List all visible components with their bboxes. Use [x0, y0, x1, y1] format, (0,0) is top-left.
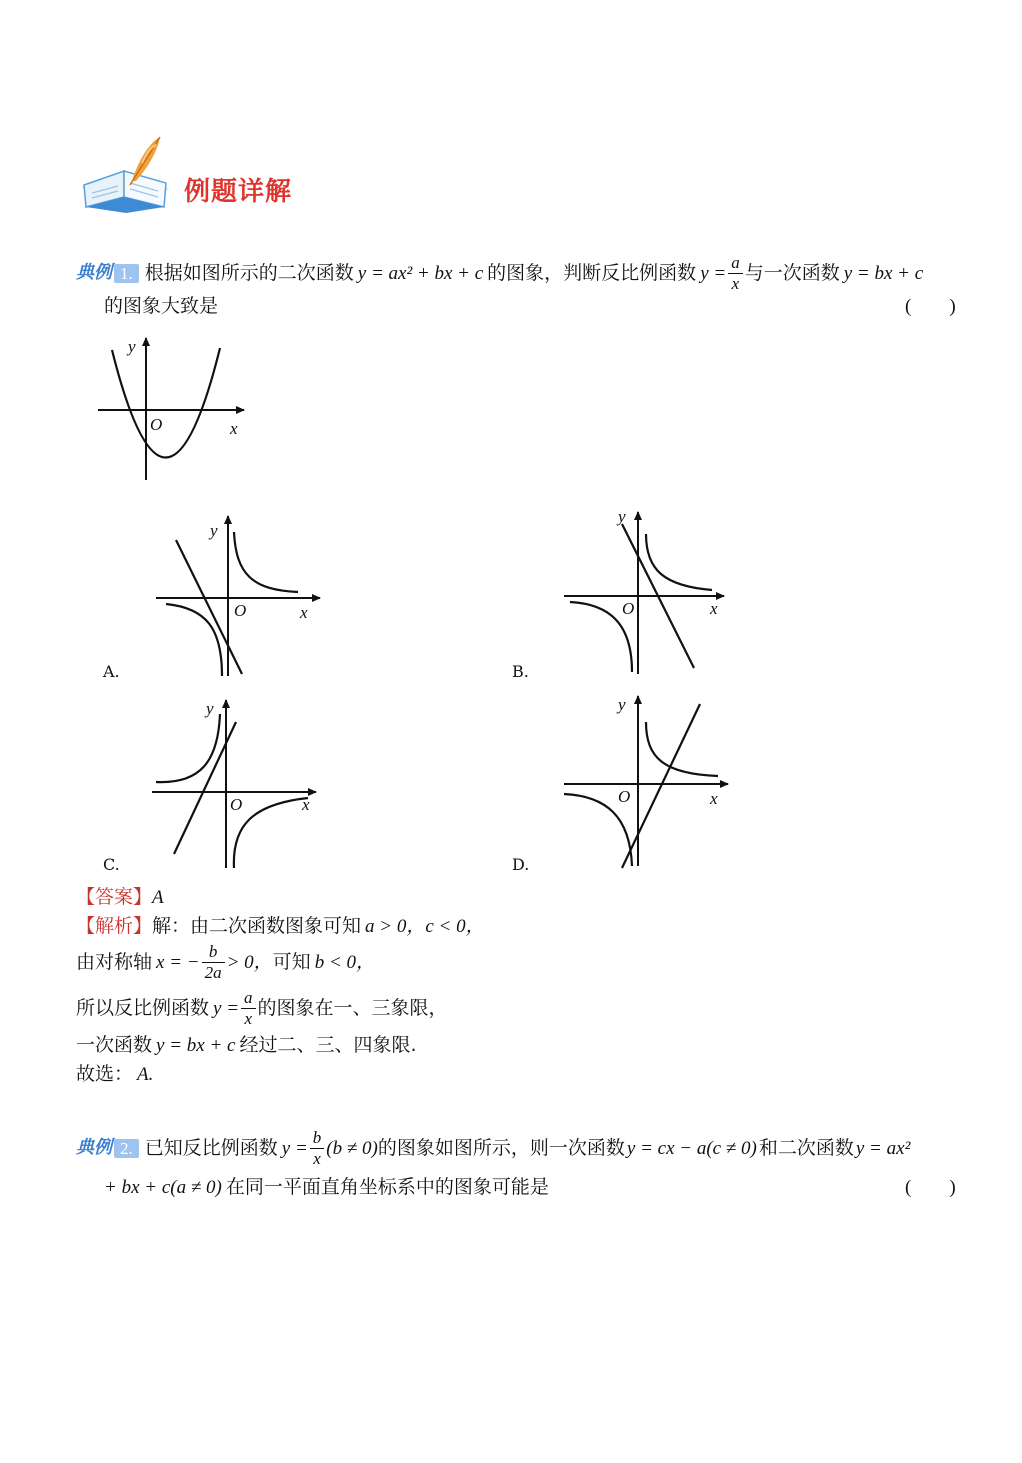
stem-text: 和二次函数	[758, 1136, 854, 1159]
option-a-graph	[150, 512, 330, 682]
analysis-tag: 【解析】	[76, 915, 153, 937]
linear-expression: y = bx + c	[843, 262, 924, 284]
linear-expression: y = cx − a(c ≠ 0)	[626, 1137, 757, 1159]
analysis-line5	[76, 1065, 153, 1084]
option-c-label[interactable]: C.	[103, 855, 120, 874]
analysis-text: 可知	[272, 950, 311, 973]
analysis-math: y =	[213, 997, 240, 1019]
stem-text: 的图象如图所示，则一次函数	[377, 1136, 625, 1159]
origin-label: O	[230, 795, 243, 814]
analysis-line3	[76, 988, 448, 1028]
answer-line	[76, 888, 164, 907]
option-d-label[interactable]: D.	[512, 855, 530, 874]
inverse-fraction	[310, 1129, 325, 1168]
analysis-text: 一次函数	[76, 1034, 153, 1056]
answer-paren: ( )	[905, 1177, 956, 1198]
example1-stem-line2: 的图象大致是	[104, 295, 219, 317]
analysis-text: 所以反比例函数	[76, 996, 210, 1019]
x-label: x	[302, 795, 310, 814]
option-a-label[interactable]: A.	[103, 662, 120, 681]
book-quill-icon	[78, 135, 174, 215]
stem-text: 根据如图所示的二次函数	[144, 261, 354, 284]
fraction-denominator: x	[244, 1008, 253, 1028]
inverse-lhs: y =	[700, 262, 727, 284]
option-c-graph	[148, 696, 328, 876]
analysis-math: A.	[137, 1064, 154, 1085]
parabola-graph	[94, 334, 254, 484]
y-label: y	[206, 699, 214, 718]
linear-line	[622, 704, 700, 868]
hyperbola-branch	[234, 798, 308, 868]
example-number: 1.	[114, 264, 139, 283]
quadratic-expression: y = ax²	[855, 1137, 911, 1159]
x-label: x	[230, 419, 238, 438]
inverse-fraction	[241, 989, 256, 1028]
fraction-numerator: b	[310, 1129, 325, 1149]
hyperbola-branch	[156, 714, 220, 782]
example2-stem-line1	[76, 1128, 910, 1168]
inverse-fraction	[728, 254, 743, 293]
analysis-math: > 0，	[226, 951, 273, 973]
x-label: x	[710, 789, 718, 808]
option-d-graph	[560, 692, 740, 872]
analysis-text: 的图象在一、三象限，	[257, 996, 448, 1019]
example2-stem-line2	[104, 1178, 549, 1197]
analysis-text: 解：由二次函数图象可知	[152, 915, 362, 937]
analysis-line2	[76, 942, 375, 982]
analysis-text: 故选：	[76, 1063, 134, 1085]
section-title: 例题详解	[184, 177, 293, 207]
fraction-numerator: a	[728, 254, 743, 274]
fraction-numerator: b	[202, 943, 225, 963]
hyperbola-branch	[234, 532, 298, 592]
analysis-math: x = −	[156, 951, 200, 973]
example1-stem-line1	[76, 252, 924, 293]
example-badge: 典例	[76, 262, 112, 283]
answer-paren: ( )	[905, 296, 956, 317]
analysis-text: 由对称轴	[76, 950, 153, 973]
analysis-math: a > 0，c < 0，	[365, 916, 485, 937]
option-b-label[interactable]: B.	[512, 662, 529, 681]
x-label: x	[300, 603, 308, 622]
example-badge: 典例	[76, 1137, 112, 1158]
analysis-line4	[76, 1036, 417, 1055]
fraction-denominator: 2a	[204, 962, 222, 982]
example-number: 2.	[114, 1139, 139, 1158]
y-label: y	[618, 508, 626, 526]
origin-label: O	[622, 599, 635, 618]
analysis-math: b < 0，	[314, 951, 376, 973]
stem-text: 的图象，判断反比例函数	[487, 261, 697, 284]
y-label: y	[210, 521, 218, 540]
analysis-math: y = bx + c	[156, 1035, 236, 1056]
fraction-numerator: a	[241, 989, 256, 1009]
inverse-condition: (b ≠ 0)	[326, 1137, 378, 1159]
stem-text: 已知反比例函数	[144, 1136, 278, 1159]
option-b-graph	[560, 508, 740, 678]
analysis-line1	[76, 917, 485, 936]
analysis-text: 经过二、三、四象限.	[239, 1034, 417, 1056]
axis-fraction	[202, 943, 225, 982]
inverse-lhs: y =	[281, 1137, 308, 1159]
fraction-denominator: x	[313, 1148, 321, 1168]
answer-tag: 【答案】	[76, 886, 153, 908]
quadratic-expression: + bx + c(a ≠ 0)	[104, 1177, 222, 1198]
stem-text: 与一次函数	[744, 261, 840, 284]
hyperbola-branch	[646, 534, 712, 590]
hyperbola-branch	[646, 722, 718, 776]
section-header	[78, 135, 338, 215]
origin-label: O	[618, 787, 631, 806]
y-label: y	[128, 337, 136, 356]
parabola-curve	[112, 348, 220, 458]
fraction-denominator: x	[731, 273, 740, 293]
y-label: y	[618, 695, 626, 714]
stem-text: 在同一平面直角坐标系中的图象可能是	[225, 1176, 549, 1198]
answer-value: A	[152, 887, 164, 908]
quadratic-expression: y = ax² + bx + c	[357, 262, 484, 284]
x-label: x	[710, 599, 718, 618]
origin-label: O	[150, 415, 163, 434]
origin-label: O	[234, 601, 247, 620]
